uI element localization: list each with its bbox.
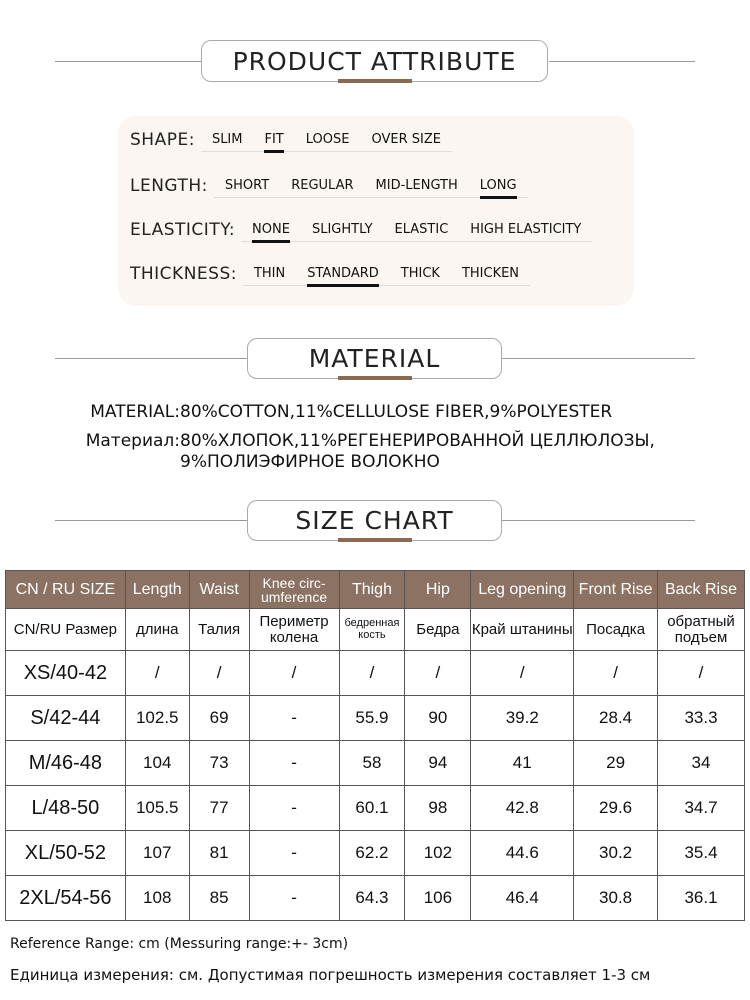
column-header: Hip bbox=[405, 571, 471, 609]
table-cell: S/42-44 bbox=[6, 696, 126, 741]
table-cell: / bbox=[658, 651, 745, 696]
attribute-row bbox=[130, 174, 528, 198]
table-cell: XL/50-52 bbox=[6, 831, 126, 876]
table-row bbox=[6, 876, 745, 921]
table-cell: - bbox=[249, 741, 339, 786]
column-header: Waist bbox=[189, 571, 249, 609]
attribute-panel bbox=[118, 116, 634, 306]
table-cell: 35.4 bbox=[658, 831, 745, 876]
attribute-label: LENGTH: bbox=[130, 176, 208, 196]
attribute-option-selected: NONE bbox=[252, 222, 290, 237]
attribute-option: MID-LENGTH bbox=[375, 178, 458, 193]
column-header: CN / RU SIZE bbox=[6, 571, 126, 609]
table-row bbox=[6, 651, 745, 696]
table-cell: - bbox=[249, 876, 339, 921]
table-cell: / bbox=[471, 651, 574, 696]
column-header: Knee circ- umference bbox=[249, 571, 339, 609]
table-cell: 108 bbox=[125, 876, 189, 921]
table-cell: - bbox=[249, 786, 339, 831]
size-chart-heading bbox=[247, 500, 502, 541]
table-cell: 33.3 bbox=[658, 696, 745, 741]
table-cell: 36.1 bbox=[658, 876, 745, 921]
column-header-ru: Край штанины bbox=[471, 609, 574, 651]
table-cell: 30.2 bbox=[574, 831, 658, 876]
attribute-option-selected: STANDARD bbox=[307, 266, 379, 281]
table-cell: / bbox=[405, 651, 471, 696]
table-cell: 44.6 bbox=[471, 831, 574, 876]
column-header-ru: Бедра bbox=[405, 609, 471, 651]
material-en bbox=[0, 402, 612, 422]
table-cell: 73 bbox=[189, 741, 249, 786]
attribute-option: SLIM bbox=[211, 132, 243, 147]
attribute-option: SHORT bbox=[224, 178, 270, 193]
table-cell: 106 bbox=[405, 876, 471, 921]
product-attribute-heading bbox=[201, 40, 548, 82]
table-row bbox=[6, 741, 745, 786]
table-cell: 94 bbox=[405, 741, 471, 786]
material-heading bbox=[247, 338, 502, 379]
attribute-option: HIGH ELASTICITY bbox=[470, 222, 582, 237]
attribute-options bbox=[241, 218, 592, 242]
material-value: 80%COTTON,11%CELLULOSE FIBER,9%POLYESTER bbox=[180, 402, 613, 422]
table-cell: 107 bbox=[125, 831, 189, 876]
column-header: Front Rise bbox=[574, 571, 658, 609]
table-cell: 77 bbox=[189, 786, 249, 831]
table-cell: XS/40-42 bbox=[6, 651, 126, 696]
attribute-row bbox=[130, 128, 452, 152]
column-header-ru: длина bbox=[125, 609, 189, 651]
table-cell: - bbox=[249, 696, 339, 741]
table-cell: 81 bbox=[189, 831, 249, 876]
table-cell: 34 bbox=[658, 741, 745, 786]
table-cell: 42.8 bbox=[471, 786, 574, 831]
attribute-options bbox=[201, 128, 452, 152]
table-cell: 55.9 bbox=[339, 696, 405, 741]
table-cell: 64.3 bbox=[339, 876, 405, 921]
table-cell: / bbox=[125, 651, 189, 696]
divider bbox=[55, 61, 201, 62]
table-cell: 39.2 bbox=[471, 696, 574, 741]
attribute-row bbox=[130, 218, 592, 242]
table-cell: 30.8 bbox=[574, 876, 658, 921]
material-label: Материал: bbox=[85, 431, 180, 451]
column-header-ru: Посадка bbox=[574, 609, 658, 651]
table-cell: / bbox=[339, 651, 405, 696]
material-value: 80%ХЛОПОК,11%РЕГЕНЕРИРОВАННОЙ ЦЕЛЛЮЛОЗЫ, bbox=[180, 431, 655, 451]
attribute-option: THIN bbox=[253, 266, 286, 281]
table-cell: 105.5 bbox=[125, 786, 189, 831]
attribute-option: OVER SIZE bbox=[371, 132, 441, 147]
table-cell: / bbox=[189, 651, 249, 696]
table-cell: 34.7 bbox=[658, 786, 745, 831]
table-cell: 98 bbox=[405, 786, 471, 831]
table-cell: 102.5 bbox=[125, 696, 189, 741]
column-header: Back Rise bbox=[658, 571, 745, 609]
attribute-label: SHAPE: bbox=[130, 130, 195, 150]
column-header: Thigh bbox=[339, 571, 405, 609]
table-cell: / bbox=[574, 651, 658, 696]
material-value: 9%ПОЛИЭФИРНОЕ ВОЛОКНО bbox=[180, 452, 440, 472]
attribute-label: THICKNESS: bbox=[130, 264, 237, 284]
column-header: Leg opening bbox=[471, 571, 574, 609]
column-header-ru: бедренная кость bbox=[339, 609, 405, 651]
column-header-ru: CN/RU Размер bbox=[6, 609, 126, 651]
footer-unit-note: Единица измерения: см. Допустимая погрешность измерения составляет 1-3 см bbox=[10, 966, 651, 984]
table-cell: / bbox=[249, 651, 339, 696]
table-cell: 29.6 bbox=[574, 786, 658, 831]
heading-accent bbox=[338, 79, 412, 83]
divider bbox=[55, 520, 247, 521]
attribute-option: THICKEN bbox=[461, 266, 520, 281]
column-header-ru: Периметр колена bbox=[249, 609, 339, 651]
material-label: MATERIAL: bbox=[90, 402, 180, 422]
attribute-label: ELASTICITY: bbox=[130, 220, 236, 240]
table-cell: - bbox=[249, 831, 339, 876]
table-cell: 69 bbox=[189, 696, 249, 741]
attribute-options bbox=[214, 174, 528, 198]
heading-accent bbox=[338, 538, 412, 542]
heading-accent bbox=[338, 376, 412, 380]
table-cell: L/48-50 bbox=[6, 786, 126, 831]
table-cell: 102 bbox=[405, 831, 471, 876]
attribute-option: THICK bbox=[400, 266, 440, 281]
attribute-option-selected: FIT bbox=[264, 132, 284, 147]
attribute-option: ELASTIC bbox=[394, 222, 449, 237]
attribute-row bbox=[130, 262, 530, 286]
heading-text: PRODUCT ATTRIBUTE bbox=[232, 46, 517, 76]
column-header-ru: обратный подъем bbox=[658, 609, 745, 651]
attribute-option: LOOSE bbox=[305, 132, 350, 147]
table-row bbox=[6, 831, 745, 876]
divider bbox=[502, 520, 695, 521]
table-cell: 41 bbox=[471, 741, 574, 786]
column-header-ru: Талия bbox=[189, 609, 249, 651]
table-row bbox=[6, 786, 745, 831]
attribute-option: REGULAR bbox=[291, 178, 354, 193]
attribute-options bbox=[243, 262, 530, 286]
table-cell: 60.1 bbox=[339, 786, 405, 831]
table-cell: 58 bbox=[339, 741, 405, 786]
table-cell: 62.2 bbox=[339, 831, 405, 876]
attribute-option: SLIGHTLY bbox=[311, 222, 373, 237]
table-cell: 90 bbox=[405, 696, 471, 741]
table-cell: 104 bbox=[125, 741, 189, 786]
attribute-option-selected: LONG bbox=[479, 178, 517, 193]
material-ru bbox=[0, 431, 655, 451]
footer-reference: Reference Range: cm (Messuring range:+- 3cm) bbox=[10, 936, 349, 952]
divider bbox=[502, 358, 695, 359]
divider bbox=[549, 61, 695, 62]
table-cell: 46.4 bbox=[471, 876, 574, 921]
size-chart-table bbox=[5, 570, 745, 921]
table-cell: 29 bbox=[574, 741, 658, 786]
table-cell: M/46-48 bbox=[6, 741, 126, 786]
divider bbox=[55, 358, 247, 359]
material-ru-cont bbox=[180, 452, 440, 472]
column-header: Length bbox=[125, 571, 189, 609]
table-cell: 2XL/54-56 bbox=[6, 876, 126, 921]
heading-text: SIZE CHART bbox=[295, 506, 454, 535]
heading-text: MATERIAL bbox=[308, 344, 441, 373]
table-cell: 28.4 bbox=[574, 696, 658, 741]
table-row bbox=[6, 696, 745, 741]
table-cell: 85 bbox=[189, 876, 249, 921]
